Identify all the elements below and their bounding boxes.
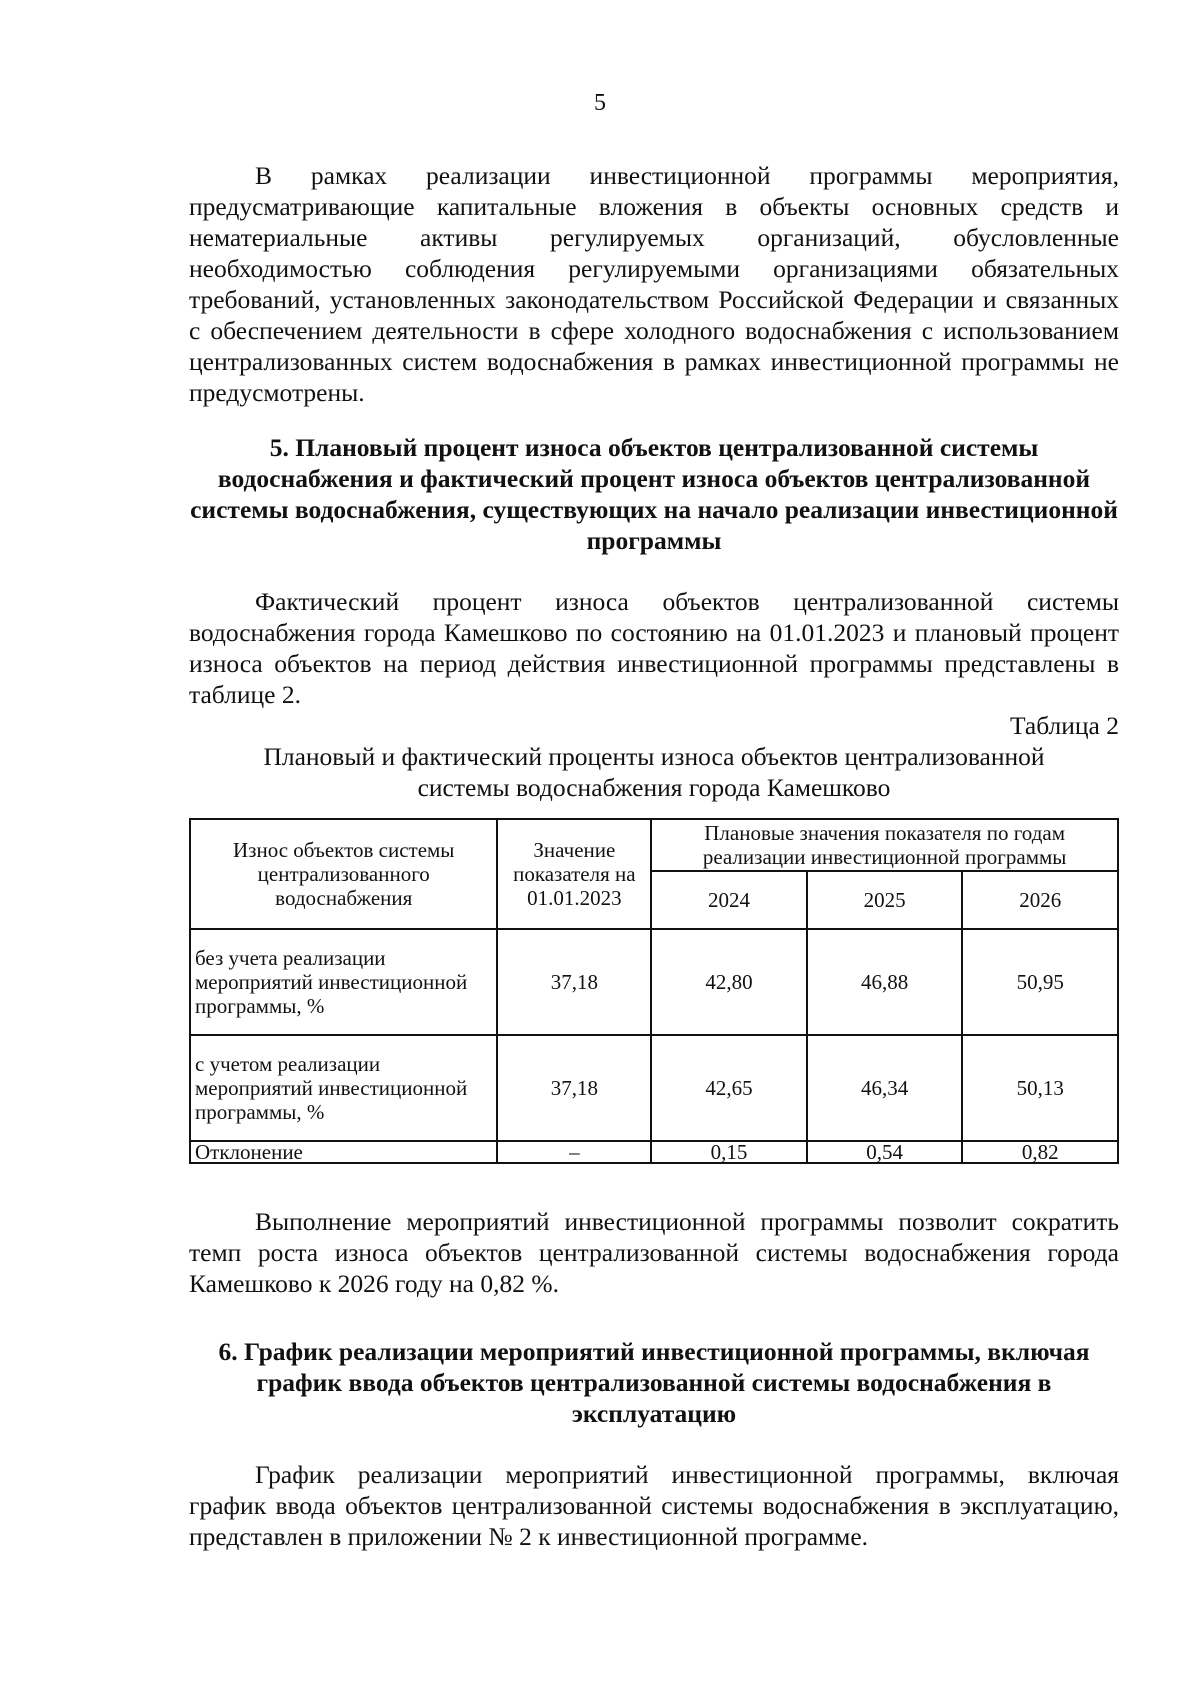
table-2-caption-line-2: системы водоснабжения города Камешково	[417, 773, 891, 802]
cell-value: 42,80	[651, 929, 807, 1035]
row-label: без учета реализации мероприятий инвестиционной программы, %	[190, 929, 497, 1035]
table-row	[190, 929, 1118, 1035]
header-year: 2026	[962, 871, 1118, 929]
header-planned-values: Плановые значения показателя по годам реализации инвестиционной программы	[651, 819, 1118, 871]
section-6-paragraph: График реализации мероприятий инвестиционной программы, включая график ввода объектов централизованной системы водоснабжения в эксплуатацию, представлен в приложении № 2 к инвестиционной программе.	[189, 1460, 1119, 1551]
section-5-heading: 5. Плановый процент износа объектов централизованной системы водоснабжения и фактический процент износа объектов централизованной системы водоснабжения, существующих на начало реализации инвестиционной программы	[190, 433, 1118, 555]
section-5-paragraph: Фактический процент износа объектов централизованной системы водоснабжения города Камешково по состоянию на 01.01.2023 и плановый процент износа объектов на период действия инвестиционной программы представлены в таблице 2.	[189, 587, 1119, 709]
cell-value: 0,82	[962, 1141, 1118, 1163]
cell-value: 42,65	[651, 1035, 807, 1141]
section-5-paragraph-block	[189, 586, 1119, 710]
intro-paragraph: В рамках реализации инвестиционной программы мероприятия, предусматривающие капитальные вложения в объекты основных средств и нематериальные активы регулируемых организаций, обусловленные необходимостью соблюдения регулируемыми организациями обязательных требований, установленных законодательством Российской Федерации и связанных с обеспечением деятельности в сфере холодного водоснабжения с использованием централизованных систем водоснабжения в рамках инвестиционной программы не предусмотрены.	[189, 161, 1119, 407]
cell-value: 0,15	[651, 1141, 807, 1163]
section-6-heading-block	[189, 1336, 1119, 1429]
header-year: 2025	[807, 871, 963, 929]
cell-value: 46,88	[807, 929, 963, 1035]
header-year: 2024	[651, 871, 807, 929]
section-6-heading: 6. График реализации мероприятий инвестиционной программы, включая график ввода объектов централизованной системы водоснабжения в эксплуатацию	[218, 1337, 1090, 1428]
after-table-paragraph-block	[189, 1206, 1119, 1299]
cell-value: 46,34	[807, 1035, 963, 1141]
section-5-heading-block	[189, 432, 1119, 556]
table-2-label: Таблица 2	[1009, 711, 1119, 740]
cell-base: –	[497, 1141, 651, 1163]
intro-paragraph-block	[189, 160, 1119, 408]
table-row	[190, 1035, 1118, 1141]
header-base-value: Значение показателя на 01.01.2023	[497, 819, 651, 929]
after-table-paragraph: Выполнение мероприятий инвестиционной программы позволит сократить темп роста износа объектов централизованной системы водоснабжения города Камешково к 2026 году на 0,82 %.	[189, 1207, 1119, 1298]
table-2	[189, 818, 1119, 1164]
table-row	[190, 1141, 1118, 1163]
page-number: 5	[594, 90, 606, 116]
table-2-label-block	[189, 710, 1119, 741]
section-6-paragraph-block	[189, 1459, 1119, 1552]
table-2-caption-line-1: Плановый и фактический проценты износа объектов централизованной	[263, 742, 1045, 771]
row-label: Отклонение	[190, 1141, 497, 1163]
table-2-caption-block	[189, 741, 1119, 803]
cell-value: 50,13	[962, 1035, 1118, 1141]
table-header-row	[190, 819, 1118, 871]
header-wear: Износ объектов системы централизованного водоснабжения	[190, 819, 497, 929]
cell-value: 0,54	[807, 1141, 963, 1163]
row-label: с учетом реализации мероприятий инвестиционной программы, %	[190, 1035, 497, 1141]
cell-base: 37,18	[497, 1035, 651, 1141]
cell-base: 37,18	[497, 929, 651, 1035]
cell-value: 50,95	[962, 929, 1118, 1035]
